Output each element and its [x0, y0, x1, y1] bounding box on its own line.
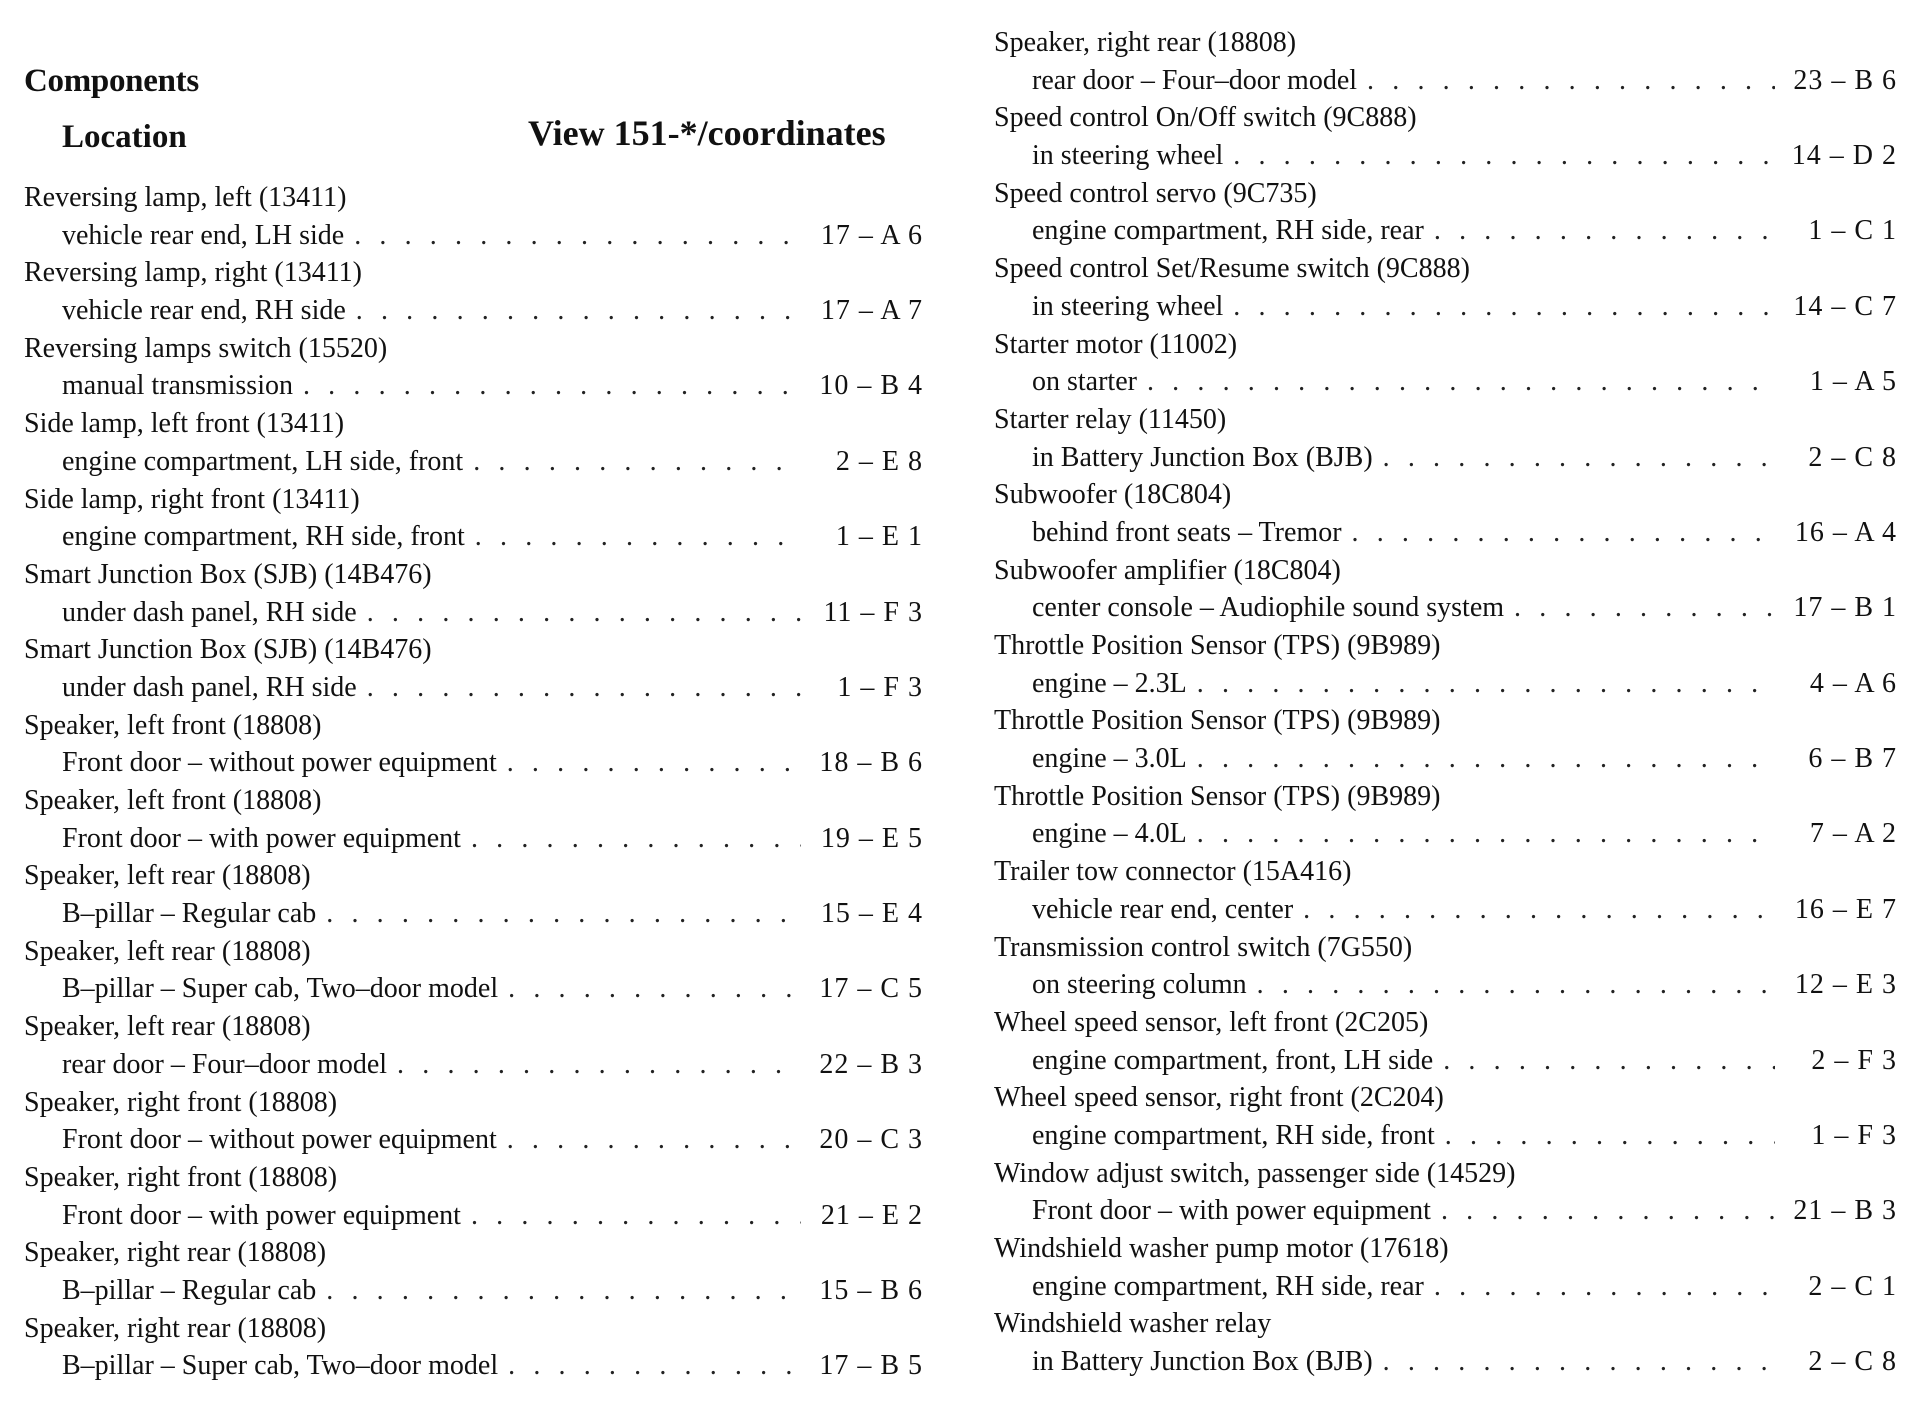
location-line — [24, 820, 923, 858]
component-name: Starter motor (11002) — [994, 328, 1238, 360]
location-text: Front door – with power equipment — [1032, 1195, 1431, 1227]
view-coordinate-ref: 16 – A 4 — [1794, 516, 1897, 548]
view-coordinate-ref: 2 – F 3 — [1811, 1044, 1897, 1076]
dot-leader — [1443, 1042, 1775, 1080]
component-entry — [24, 1234, 923, 1309]
view-coordinate-ref: 6 – B 7 — [1808, 743, 1897, 775]
dot-leader — [326, 895, 801, 933]
location-line — [24, 970, 923, 1008]
component-name: Throttle Position Sensor (TPS) (9B989) — [994, 630, 1441, 661]
dot-leader — [1514, 589, 1775, 627]
section-title: Components — [24, 63, 199, 99]
location-text: Front door – without power equipment — [62, 1124, 497, 1156]
location-text: in steering wheel — [1032, 140, 1224, 172]
component-name: Throttle Position Sensor (TPS) (9B989) — [994, 780, 1441, 812]
component-name: Speed control Set/Resume switch (9C888) — [994, 253, 1470, 285]
location-line — [994, 212, 1897, 250]
component-name: Speaker, right rear (18808) — [24, 1237, 327, 1269]
location-text: Front door – without power equipment — [62, 747, 497, 779]
location-line — [24, 594, 923, 632]
view-coordinate-ref: 1 – F 3 — [837, 671, 923, 703]
view-coordinate-ref: 21 – B 3 — [1793, 1195, 1897, 1227]
component-entry — [994, 99, 1897, 174]
view-coordinate-ref: 1 – A 5 — [1809, 366, 1897, 398]
component-name: Speaker, right front (18808) — [24, 1161, 338, 1193]
component-name: Trailer tow connector (15A416) — [994, 856, 1352, 888]
location-text: center console – Audiophile sound system — [1032, 592, 1505, 624]
component-entry — [994, 778, 1897, 853]
component-entry — [994, 1155, 1897, 1230]
component-entry — [24, 556, 923, 631]
dot-leader — [303, 367, 801, 405]
location-text: engine compartment, RH side, rear — [1032, 1270, 1424, 1302]
location-line — [24, 292, 923, 330]
view-coordinate-ref: 2 – C 1 — [1808, 1270, 1897, 1302]
component-entry — [24, 1310, 923, 1385]
view-coordinate-ref: 2 – E 8 — [835, 445, 923, 477]
dot-leader — [1434, 212, 1775, 250]
location-line — [994, 740, 1897, 778]
location-text: engine compartment, LH side, front — [62, 445, 464, 477]
dot-leader — [1352, 514, 1775, 552]
dot-leader — [473, 443, 801, 481]
dot-leader — [507, 744, 801, 782]
dot-leader — [1367, 62, 1775, 100]
dot-leader — [508, 970, 801, 1008]
component-name: Windshield washer pump motor (17618) — [994, 1233, 1449, 1264]
location-line — [994, 665, 1897, 703]
location-text: on steering column — [1032, 969, 1247, 1001]
location-text: under dash panel, RH side — [62, 596, 357, 628]
dot-leader — [1197, 665, 1775, 703]
location-line — [24, 1272, 923, 1310]
location-text: Front door – with power equipment — [62, 1199, 461, 1231]
location-line — [24, 1197, 923, 1235]
dot-leader — [1303, 891, 1775, 929]
component-entry — [994, 175, 1897, 250]
component-name: Speaker, left rear (18808) — [24, 935, 311, 967]
component-entry — [24, 179, 923, 254]
location-text: rear door – Four–door model — [62, 1048, 388, 1080]
component-name: Wheel speed sensor, right front (2C204) — [994, 1082, 1444, 1114]
location-line — [994, 966, 1897, 1004]
location-line — [24, 518, 923, 556]
location-text: in steering wheel — [1032, 290, 1224, 322]
component-name: Speaker, left front (18808) — [24, 709, 322, 741]
dot-leader — [508, 1347, 801, 1385]
location-line — [994, 363, 1897, 401]
location-line — [994, 891, 1897, 929]
view-coordinate-ref: 10 – B 4 — [819, 370, 923, 402]
view-coordinate-ref: 19 – E 5 — [820, 822, 923, 854]
left-component-list — [24, 179, 923, 1385]
location-line — [994, 62, 1897, 100]
view-coordinate-ref: 17 – B 1 — [1793, 592, 1897, 624]
location-text: engine – 3.0L — [1032, 743, 1187, 775]
component-name: Smart Junction Box (SJB) (14B476) — [24, 558, 432, 590]
view-coordinate-ref: 2 – C 8 — [1808, 1346, 1897, 1378]
view-coordinate-ref: 2 – C 8 — [1808, 441, 1897, 473]
view-coordinates-column-header: View 151-*/coordinates — [528, 113, 886, 153]
location-text: on starter — [1032, 366, 1137, 398]
location-line — [994, 1343, 1897, 1381]
component-entry — [24, 1008, 923, 1083]
location-text: vehicle rear end, center — [1032, 893, 1294, 925]
location-text: in Battery Junction Box (BJB) — [1032, 1346, 1373, 1378]
view-coordinate-ref: 1 – E 1 — [835, 521, 923, 553]
dot-leader — [1197, 740, 1775, 778]
component-entry — [994, 1004, 1897, 1079]
component-name: Speed control On/Off switch (9C888) — [994, 102, 1417, 134]
location-text: behind front seats – Tremor — [1032, 516, 1342, 548]
component-name: Speaker, right rear (18808) — [24, 1312, 327, 1344]
view-coordinate-ref: 1 – C 1 — [1808, 215, 1897, 247]
view-coordinate-ref: 17 – C 5 — [819, 973, 923, 1005]
component-entry — [24, 782, 923, 857]
location-text: manual transmission — [62, 370, 293, 402]
view-coordinate-ref: 12 – E 3 — [1794, 969, 1897, 1001]
location-line — [24, 669, 923, 707]
component-entry — [994, 326, 1897, 401]
component-name: Side lamp, left front (13411) — [24, 408, 345, 440]
location-line — [24, 367, 923, 405]
view-coordinate-ref: 1 – F 3 — [1811, 1119, 1897, 1151]
location-text: B–pillar – Regular cab — [62, 898, 317, 930]
location-text: rear door – Four–door model — [1032, 64, 1358, 96]
component-name: Wheel speed sensor, left front (2C205) — [994, 1006, 1429, 1038]
location-column-header: Location — [62, 119, 187, 155]
location-text: engine compartment, front, LH side — [1032, 1044, 1434, 1076]
location-line — [994, 815, 1897, 853]
location-line — [24, 443, 923, 481]
component-entry — [24, 1084, 923, 1159]
component-entry — [24, 405, 923, 480]
component-name: Speaker, left rear (18808) — [24, 1011, 311, 1043]
component-name: Speaker, left rear (18808) — [24, 860, 311, 892]
location-line — [24, 1347, 923, 1385]
dot-leader — [354, 217, 801, 255]
dot-leader — [1434, 1268, 1775, 1306]
dot-leader — [507, 1121, 801, 1159]
location-line — [994, 439, 1897, 477]
dot-leader — [475, 518, 801, 556]
dot-leader — [326, 1272, 801, 1310]
dot-leader — [471, 820, 801, 858]
component-name: Speed control servo (9C735) — [994, 177, 1317, 209]
view-coordinate-ref: 18 – B 6 — [819, 747, 923, 779]
location-text: B–pillar – Super cab, Two–door model — [62, 973, 499, 1005]
component-entry — [24, 254, 923, 329]
location-text: vehicle rear end, LH side — [62, 219, 345, 251]
component-entry — [994, 1230, 1897, 1305]
component-name: Speaker, left front (18808) — [24, 785, 322, 816]
component-entry — [24, 481, 923, 556]
location-line — [24, 1046, 923, 1084]
view-coordinate-ref: 7 – A 2 — [1809, 818, 1897, 850]
dot-leader — [1383, 1343, 1775, 1381]
component-name: Reversing lamp, right (13411) — [24, 257, 363, 289]
component-entry — [994, 1305, 1897, 1380]
dot-leader — [471, 1197, 801, 1235]
component-name: Subwoofer (18C804) — [994, 479, 1232, 511]
component-entry — [24, 631, 923, 706]
component-name: Throttle Position Sensor (TPS) (9B989) — [994, 705, 1441, 737]
location-line — [994, 1192, 1897, 1230]
location-text: engine – 4.0L — [1032, 818, 1187, 850]
component-entry — [24, 330, 923, 405]
component-name: Side lamp, right front (13411) — [24, 483, 360, 515]
location-line — [994, 589, 1897, 627]
view-coordinate-ref: 17 – B 5 — [819, 1350, 923, 1382]
component-entry — [24, 707, 923, 782]
dot-leader — [397, 1046, 801, 1084]
location-line — [994, 1117, 1897, 1155]
component-entry — [24, 933, 923, 1008]
view-coordinate-ref: 4 – A 6 — [1809, 667, 1897, 699]
view-coordinate-ref: 14 – C 7 — [1793, 290, 1897, 322]
location-line — [994, 514, 1897, 552]
dot-leader — [1441, 1192, 1775, 1230]
location-text: engine compartment, RH side, front — [1032, 1119, 1435, 1151]
component-name: Windshield washer relay — [994, 1308, 1272, 1340]
component-entry — [994, 401, 1897, 476]
dot-leader — [1445, 1117, 1775, 1155]
component-name: Window adjust switch, passenger side (14529) — [994, 1157, 1516, 1189]
location-text: in Battery Junction Box (BJB) — [1032, 441, 1373, 473]
location-text: engine compartment, RH side, front — [62, 521, 465, 553]
component-entry — [994, 929, 1897, 1004]
component-entry — [994, 250, 1897, 325]
view-coordinate-ref: 17 – A 6 — [820, 219, 923, 251]
component-entry — [994, 702, 1897, 777]
view-coordinate-ref: 15 – B 6 — [819, 1274, 923, 1306]
location-text: engine compartment, RH side, rear — [1032, 215, 1424, 247]
component-name: Smart Junction Box (SJB) (14B476) — [24, 634, 432, 666]
component-entry — [994, 552, 1897, 627]
component-entry — [24, 1159, 923, 1234]
location-text: B–pillar – Super cab, Two–door model — [62, 1350, 499, 1382]
view-coordinate-ref: 22 – B 3 — [819, 1048, 923, 1080]
component-entry — [994, 1079, 1897, 1154]
dot-leader — [367, 669, 801, 707]
view-coordinate-ref: 23 – B 6 — [1793, 64, 1897, 96]
component-name: Subwoofer amplifier (18C804) — [994, 554, 1341, 586]
location-line — [24, 1121, 923, 1159]
dot-leader — [1147, 363, 1775, 401]
view-coordinate-ref: 15 – E 4 — [820, 898, 923, 930]
location-text: engine – 2.3L — [1032, 667, 1187, 699]
location-line — [994, 1042, 1897, 1080]
dot-leader — [1233, 137, 1773, 175]
dot-leader — [1383, 439, 1775, 477]
view-coordinate-ref: 14 – D 2 — [1791, 140, 1897, 172]
component-name: Transmission control switch (7G550) — [994, 931, 1413, 963]
component-entry — [24, 857, 923, 932]
component-name: Speaker, right rear (18808) — [994, 27, 1297, 58]
component-name: Reversing lamps switch (15520) — [24, 332, 388, 364]
component-entry — [994, 24, 1897, 99]
component-entry — [994, 627, 1897, 702]
location-line — [994, 1268, 1897, 1306]
location-line — [994, 288, 1897, 326]
component-name: Starter relay (11450) — [994, 403, 1227, 435]
component-entry — [994, 476, 1897, 551]
component-entry — [994, 853, 1897, 928]
view-coordinate-ref: 16 – E 7 — [1794, 893, 1897, 925]
location-text: B–pillar – Regular cab — [62, 1274, 317, 1306]
location-line — [24, 217, 923, 255]
view-coordinate-ref: 20 – C 3 — [819, 1124, 923, 1156]
dot-leader — [1233, 288, 1775, 326]
view-coordinate-ref: 21 – E 2 — [820, 1199, 923, 1231]
right-component-list — [994, 24, 1897, 1381]
location-line — [994, 137, 1897, 175]
location-line — [24, 744, 923, 782]
location-text: under dash panel, RH side — [62, 671, 357, 703]
dot-leader — [367, 594, 801, 632]
component-name: Reversing lamp, left (13411) — [24, 182, 347, 213]
view-coordinate-ref: 11 – F 3 — [823, 596, 923, 628]
dot-leader — [356, 292, 801, 330]
dot-leader — [1257, 966, 1775, 1004]
dot-leader — [1197, 815, 1775, 853]
location-text: vehicle rear end, RH side — [62, 295, 346, 327]
location-line — [24, 895, 923, 933]
location-text: Front door – with power equipment — [62, 822, 461, 854]
component-name: Speaker, right front (18808) — [24, 1086, 338, 1118]
view-coordinate-ref: 17 – A 7 — [820, 295, 923, 327]
